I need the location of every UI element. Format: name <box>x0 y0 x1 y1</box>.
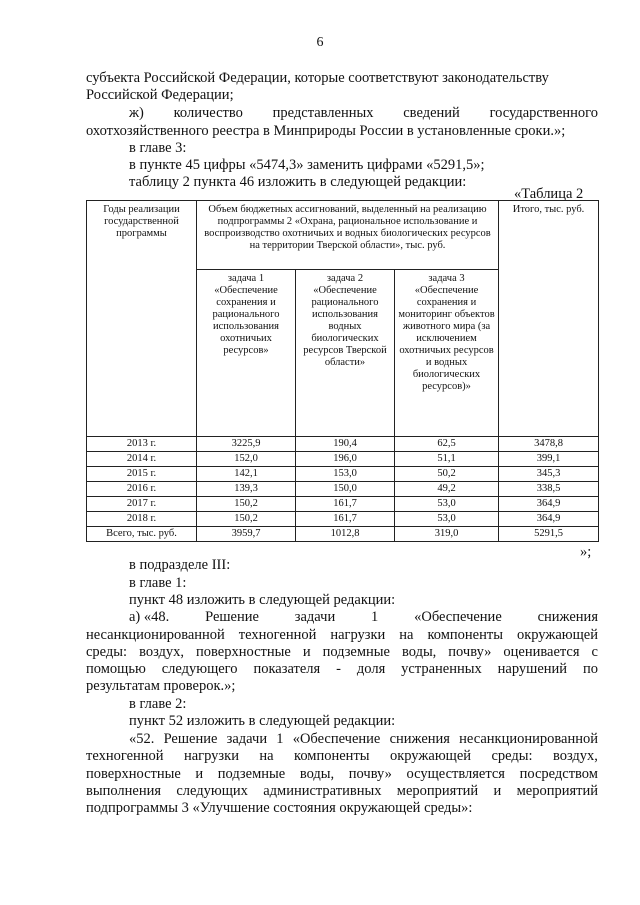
word: следующих <box>176 783 248 799</box>
word: воды, <box>401 644 437 660</box>
cell-task-2: 190,4 <box>296 437 395 452</box>
p52-line3 <box>86 766 598 783</box>
text-line: Российской Федерации; <box>86 87 234 103</box>
cell-task-3: 53,0 <box>395 512 499 527</box>
cell-year: 2018 г. <box>87 512 197 527</box>
word: подземные <box>322 644 390 660</box>
word: воды, <box>299 766 335 782</box>
word: «Обеспечение <box>414 609 502 625</box>
word: оценивается <box>503 644 580 660</box>
text-line: в главе 1: <box>129 575 187 591</box>
cell-task-1: 152,0 <box>197 452 296 467</box>
table-label: «Таблица 2 <box>514 186 584 202</box>
word: представленных <box>272 105 374 121</box>
word: мероприятий <box>396 783 479 799</box>
word: техногенной <box>86 748 164 764</box>
word: Решение <box>163 731 218 747</box>
cell-total: 399,1 <box>499 452 599 467</box>
cell-year: 2015 г. <box>87 467 197 482</box>
word: по <box>582 661 598 677</box>
para-line <box>86 70 598 87</box>
p48-line2 <box>86 627 598 644</box>
cell-task-2: 153,0 <box>296 467 395 482</box>
word: «52. <box>129 731 155 747</box>
text-line: в главе 3: <box>129 140 187 156</box>
table-row <box>87 467 599 482</box>
word: устраненных <box>401 661 482 677</box>
word: ж) <box>129 105 144 121</box>
text-line: пункт 48 изложить в следующей редакции: <box>129 592 396 608</box>
cell-total: 345,3 <box>499 467 599 482</box>
cell-year: Всего, тыс. руб. <box>87 527 197 542</box>
p52-line1 <box>129 731 598 748</box>
word: 1 <box>371 609 379 625</box>
cell-year: 2013 г. <box>87 437 197 452</box>
cell-task-2: 150,0 <box>296 482 395 497</box>
word: воздух, <box>552 748 598 764</box>
cell-task-2: 1012,8 <box>296 527 395 542</box>
header-budget: Объем бюджетных ассигнований, выделенный на реализацию подпрограммы 2 «Охрана, рациональное использование и воспроизводство охотничьих и водных биологических ресурсов на территории Тверской области», тыс. руб. <box>197 201 499 270</box>
page-number: 6 <box>316 35 324 50</box>
cell-total: 3478,8 <box>499 437 599 452</box>
text-line: охотхозяйственного реестра в Минприроды России в установленные сроки.»; <box>86 123 566 139</box>
word: компоненты <box>294 748 370 764</box>
text-line: в пункте 45 цифры «5474,3» заменить цифрами «5291,5»; <box>129 157 485 173</box>
table-row <box>87 512 599 527</box>
cell-task-3: 49,2 <box>395 482 499 497</box>
cell-task-1: 139,3 <box>197 482 296 497</box>
word: подземные <box>217 766 286 782</box>
table-row-total <box>87 527 599 542</box>
word: нагрузки <box>183 748 239 764</box>
table-close: »; <box>580 544 592 560</box>
cell-task-2: 196,0 <box>296 452 395 467</box>
text-line: таблицу 2 пункта 46 изложить в следующей редакции: <box>129 174 467 190</box>
cell-total: 364,9 <box>499 497 599 512</box>
text-line: подпрограммы 3 «Улучшение состояния окружающей среды»: <box>86 800 473 816</box>
word: Решение <box>205 609 259 625</box>
word: и <box>195 766 204 782</box>
word: доля <box>356 661 386 677</box>
word: поверхностные <box>196 644 291 660</box>
cell-task-3: 319,0 <box>395 527 499 542</box>
cell-task-1: 150,2 <box>197 497 296 512</box>
word: мероприятий <box>516 783 598 799</box>
cell-task-3: 53,0 <box>395 497 499 512</box>
word: снижения <box>389 731 450 747</box>
cell-total: 338,5 <box>499 482 599 497</box>
word: помощью <box>86 661 146 677</box>
word: задачи <box>226 731 268 747</box>
cell-total: 364,9 <box>499 512 599 527</box>
word: и <box>493 783 502 799</box>
word: несанкционированной <box>86 627 225 643</box>
cell-task-3: 62,5 <box>395 437 499 452</box>
p48-line4 <box>86 661 598 678</box>
header-total: Итого, тыс. руб. <box>499 201 599 437</box>
table-row <box>87 437 599 452</box>
item-zh-line1 <box>129 105 598 122</box>
word: нагрузки <box>330 627 386 643</box>
cell-task-2: 161,7 <box>296 497 395 512</box>
text-line: пункт 52 изложить в следующей редакции: <box>129 713 396 729</box>
word: с <box>591 644 598 660</box>
cell-year: 2014 г. <box>87 452 197 467</box>
word: на <box>259 748 274 764</box>
budget-table <box>86 200 599 542</box>
word: 1 <box>276 731 284 747</box>
header-task-1: задача 1 «Обеспечение сохранения и рационального использования охотничьих ресурсов» <box>197 270 296 437</box>
word: следующего <box>161 661 238 677</box>
word: на <box>399 627 414 643</box>
table-row <box>87 497 599 512</box>
p52-line2 <box>86 748 598 765</box>
word: сведений <box>403 105 460 121</box>
word: техногенной <box>238 627 317 643</box>
word: нарушений <box>497 661 568 677</box>
word: - <box>336 661 341 677</box>
word: показателя <box>253 661 321 677</box>
word: осуществляется <box>406 766 505 782</box>
cell-total: 5291,5 <box>499 527 599 542</box>
word: и <box>302 644 311 660</box>
word: среды: <box>491 748 533 764</box>
cell-year: 2017 г. <box>87 497 197 512</box>
word: «Обеспечение <box>292 731 381 747</box>
table-row <box>87 482 599 497</box>
p52-line4 <box>86 783 598 800</box>
word: а) «48. <box>129 609 170 625</box>
word: снижения <box>537 609 598 625</box>
header-task-3: задача 3 «Обеспечение сохранения и мониторинг объектов животного мира (за исключением охотничьих ресурсов и водных биологических ресурсов)» <box>395 270 499 437</box>
cell-task-3: 51,1 <box>395 452 499 467</box>
word: среды: <box>86 644 128 660</box>
table-row <box>87 452 599 467</box>
word: посредством <box>519 766 598 782</box>
word: почву» <box>448 644 492 660</box>
word: выполнения <box>86 783 162 799</box>
text-line: результатам проверок.»; <box>86 678 236 694</box>
cell-task-1: 3959,7 <box>197 527 296 542</box>
header-years: Годы реализации государственной программы <box>87 201 197 437</box>
word: количество <box>173 105 243 121</box>
p48-line3 <box>86 644 598 661</box>
word: административных <box>263 783 382 799</box>
word: компоненты <box>427 627 503 643</box>
word: несанкционированной <box>459 731 598 747</box>
cell-task-1: 142,1 <box>197 467 296 482</box>
word: государственного <box>489 105 598 121</box>
cell-task-1: 3225,9 <box>197 437 296 452</box>
text-line: в главе 2: <box>129 696 187 712</box>
p48-line1 <box>129 609 598 626</box>
text-line: субъекта Российской Федерации, которые соответствуют законодательству <box>86 70 549 86</box>
cell-year: 2016 г. <box>87 482 197 497</box>
word: воздух, <box>139 644 185 660</box>
text-line: в подразделе III: <box>129 557 231 573</box>
word: почву» <box>348 766 392 782</box>
cell-task-2: 161,7 <box>296 512 395 527</box>
word: окружающей <box>389 748 472 764</box>
word: поверхностные <box>86 766 181 782</box>
word: задачи <box>294 609 336 625</box>
cell-task-1: 150,2 <box>197 512 296 527</box>
cell-task-3: 50,2 <box>395 467 499 482</box>
word: окружающей <box>516 627 598 643</box>
header-task-2: задача 2 «Обеспечение рационального использования водных биологических ресурсов Тверской области» <box>296 270 395 437</box>
